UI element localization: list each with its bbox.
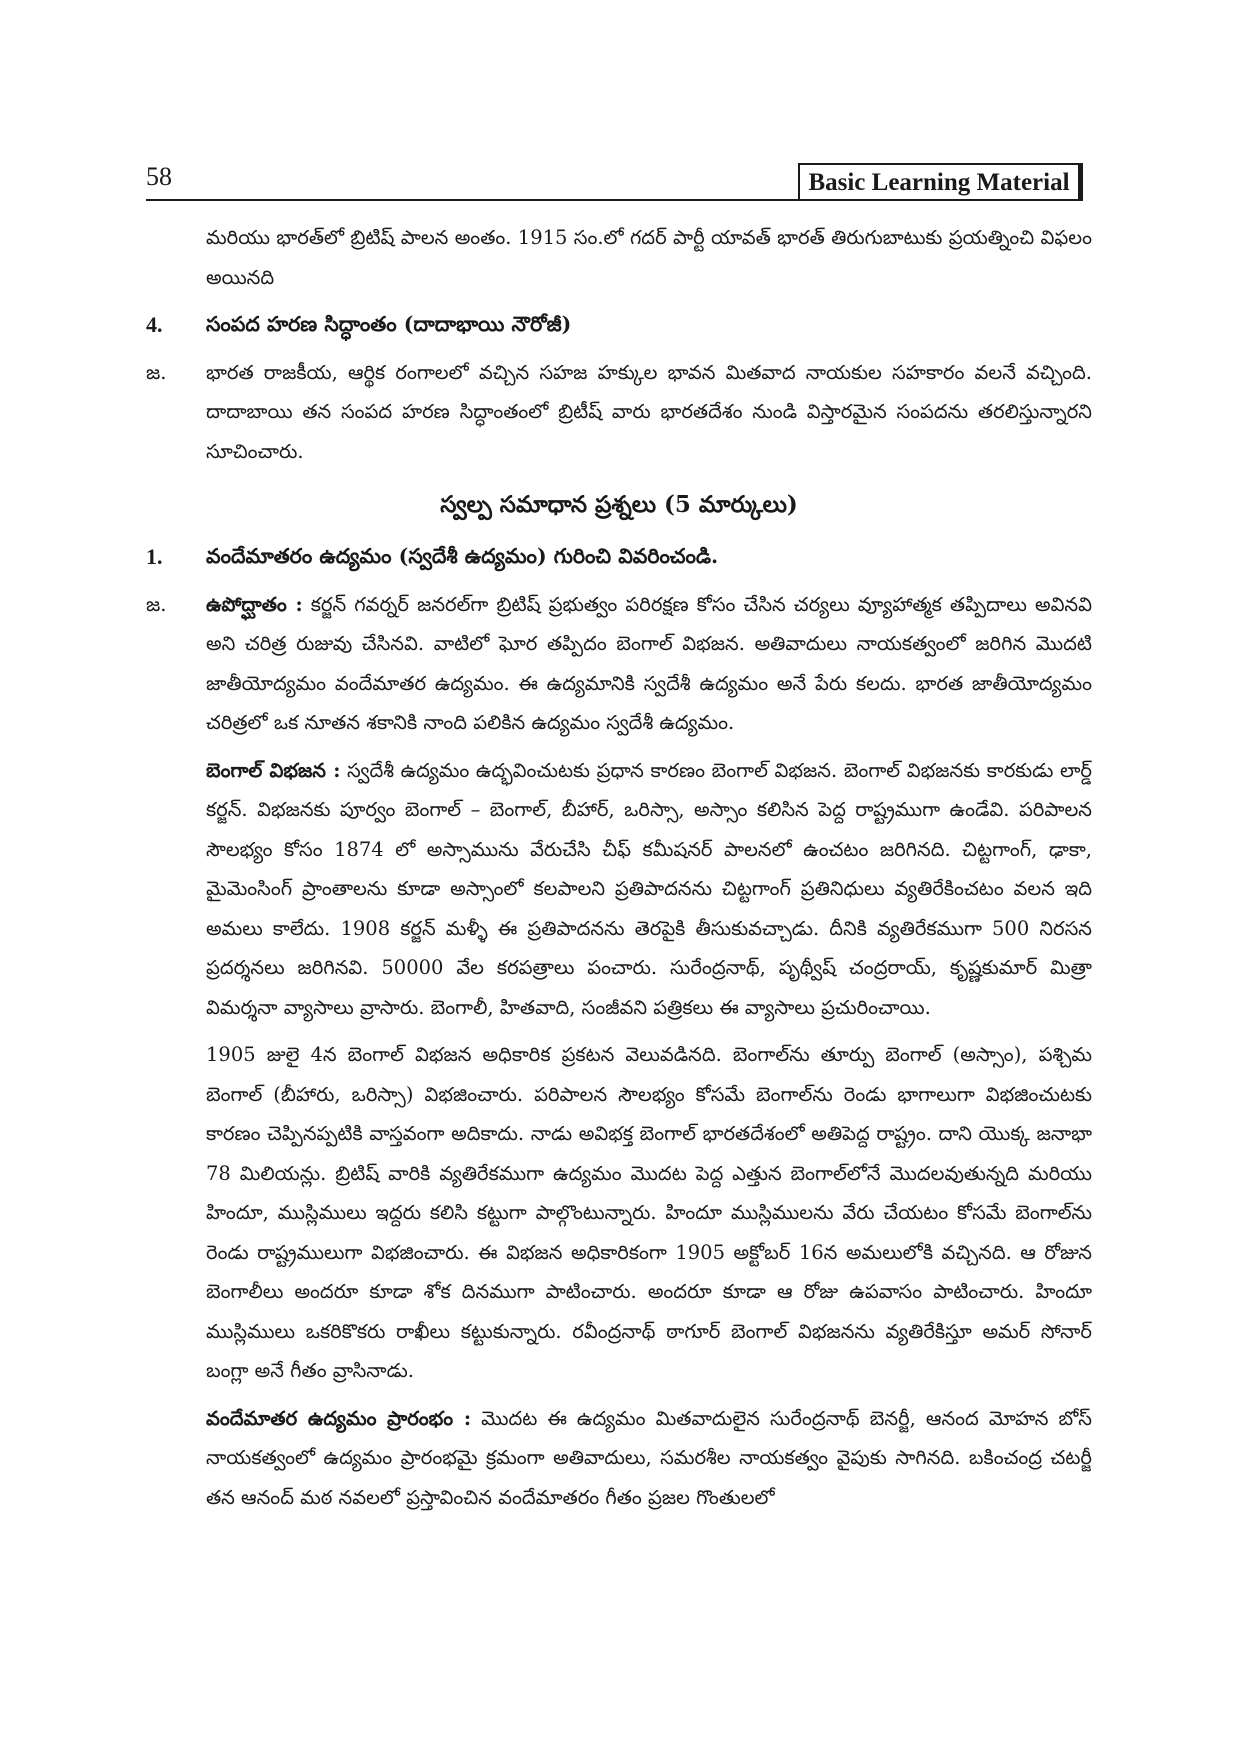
partition-lead: బెంగాల్ విభజన : (206, 758, 341, 782)
page-content (146, 218, 1092, 1525)
answer-text: భారత రాజకీయ, ఆర్థిక రంగాలలో వచ్చిన సహజ హక్కుల భావన మితవాద నాయకుల సహకారం వలనే వచ్చింది. దాదాబాయి తన సంపద హరణ సిద్ధాంతంలో బ్రిటీష్ వారు భారతదేశం నుండి విస్తారమైన సంపదను తరలిస్తున్నారని సూచించారు. (206, 360, 1092, 463)
question-title: సంపద హరణ సిద్ధాంతం (దాదాభాయి నౌరోజీ) (206, 312, 572, 336)
question-number: 1. (146, 544, 163, 569)
answer-1-intro (146, 585, 1092, 743)
question-title: వందేమాతరం ఉద్యమం (స్వదేశీ ఉద్యమం) గురించి వివరించండి. (206, 544, 719, 568)
answer-marker: జ. (146, 592, 167, 616)
question-4 (146, 305, 1092, 345)
section-title: స్వల్ప సమాధాన ప్రశ్నలు (5 మార్కులు) (440, 491, 798, 518)
answer-4 (146, 353, 1092, 472)
question-1 (146, 537, 1092, 577)
movement-start-paragraph (206, 1399, 1092, 1518)
paragraph-1905: 1905 జులై 4న బెంగాల్ విభజన అధికారిక ప్రకటన వెలువడినది. బెంగాల్‌ను తూర్పు బెంగాల్ (అస్సాం), పశ్చిమ బెంగాల్ (బీహారు, ఒరిస్సా) విభజించారు. పరిపాలన సౌలభ్యం కోసమే బెంగాల్‌ను రెండు భాగాలుగా విభజించుటకు కారణం చెప్పినప్పటికి వాస్తవంగా అదికాదు. నాడు అవిభక్త బెంగాల్ భారతదేశంలో అతిపెద్ద రాష్ట్రం. దాని యొక్క జనాభా 78 మిలియన్లు. బ్రిటిష్ వారికి వ్యతిరేకముగా ఉద్యమం మొదట పెద్ద ఎత్తున బెంగాల్‌లోనే మొదలవుతున్నది మరియు హిందూ, ముస్లిములు ఇద్దరు కలిసి కట్టుగా పాల్గొంటున్నారు. హిందూ ముస్లిములను వేరు చేయటం కోసమే బెంగాల్‌ను రెండు రాష్ట్రములుగా విభజించారు. ఈ విభజన అధికారికంగా 1905 అక్టోబర్ 16న అమలులోకి వచ్చినది. ఆ రోజున బెంగాలీలు అందరూ కూడా శోక దినముగా పాటించారు. అందరూ కూడా ఆ రోజు ఉపవాసం పాటించారు. హిందూ ముస్లిములు ఒకరికొకరు రాఖీలు కట్టుకున్నారు. రవీంద్రనాథ్ ఠాగూర్ బెంగాల్ విభజనను వ్యతిరేకిస్తూ అమర్ సోనార్ బంగ్లా అనే గీతం వ్రాసినాడు. (206, 1043, 1092, 1382)
movement-start-text: మొదట ఈ ఉద్యమం మితవాదులైన సురేంద్రనాథ్ బెనర్జీ, ఆనంద మోహన బోస్ నాయకత్వంలో ఉద్యమం ప్రారంభమై క్రమంగా అతివాదులు, సమరశీల నాయకత్వం వైపుకు సాగినది. బకించంద్ర చటర్జీ తన ఆనంద్ మఠ నవలలో ప్రస్తావించిన వందేమాతరం గీతం ప్రజల గొంతులలో (206, 1406, 1092, 1509)
question-number: 4. (146, 312, 163, 337)
book-title-box: Basic Learning Material (798, 163, 1080, 201)
page-number: 58 (146, 162, 172, 191)
intro-lead: ఉపోద్ఘాతం : (206, 592, 303, 616)
intro-paragraph (206, 585, 1092, 743)
intro-text: కర్జన్ గవర్నర్ జనరల్‌గా బ్రిటిష్ ప్రభుత్వం పరిరక్షణ కోసం చేసిన చర్యలు వ్యూహాత్మక తప్పిదాలు అవినవి అని చరిత్ర రుజువు చేసినవి. వాటిలో ఘోర తప్పిదం బెంగాల్ విభజన. అతివాదులు నాయకత్వంలో జరిగిన మొదటి జాతీయోద్యమం వందేమాతర ఉద్యమం. ఈ ఉద్యమానికి స్వదేశీ ఉద్యమం అనే పేరు కలదు. భారత జాతీయోద్యమం చరిత్రలో ఒక నూతన శకానికి నాంది పలికిన ఉద్యమం స్వదేశీ ఉద్యమం. (206, 592, 1092, 734)
answer-marker: జ. (146, 360, 167, 384)
movement-start-lead: వందేమాతర ఉద్యమం ప్రారంభం : (206, 1406, 472, 1430)
continuation-paragraph: మరియు భారత్‌లో బ్రిటిష్ పాలన అంతం. 1915 సం.లో గదర్ పార్టీ యావత్ భారత్ తిరుగుబాటుకు ప్రయత్నించి విఫలం అయినది (206, 226, 1092, 289)
partition-paragraph (206, 751, 1092, 1028)
partition-text: స్వదేశీ ఉద్యమం ఉద్భవించుటకు ప్రధాన కారణం బెంగాల్ విభజన. బెంగాల్ విభజనకు కారకుడు లార్డ్ కర్జన్. విభజనకు పూర్వం బెంగాల్ – బెంగాల్, బీహార్, ఒరిస్సా, అస్సాం కలిసిన పెద్ద రాష్ట్రముగా ఉండేవి. పరిపాలన సౌలభ్యం కోసం 1874 లో అస్సామును వేరుచేసి చీఫ్ కమీషనర్ పాలనలో ఉంచటం జరిగినది. చిట్టగాంగ్, ఢాకా, మైమెంసింగ్ ప్రాంతాలను కూడా అస్సాంలో కలపాలని ప్రతిపాదనను చిట్టగాంగ్ ప్రతినిధులు వ్యతిరేకించటం వలన ఇది అమలు కాలేదు. 1908 కర్జన్ మళ్ళీ ఈ ప్రతిపాదనను తెరపైకి తీసుకువచ్చాడు. దీనికి వ్యతిరేకముగా 500 నిరసన ప్రదర్శనలు జరిగినవి. 50000 వేల కరపత్రాలు పంచారు. సురేంద్రనాథ్, పృథ్వీష్ చంద్రరాయ్, కృష్ణకుమార్ మిత్రా విమర్శనా వ్యాసాలు వ్రాసారు. బెంగాలీ, హితవాది, సంజీవని పత్రికలు ఈ వ్యాసాలు ప్రచురించాయి. (206, 758, 1092, 1019)
